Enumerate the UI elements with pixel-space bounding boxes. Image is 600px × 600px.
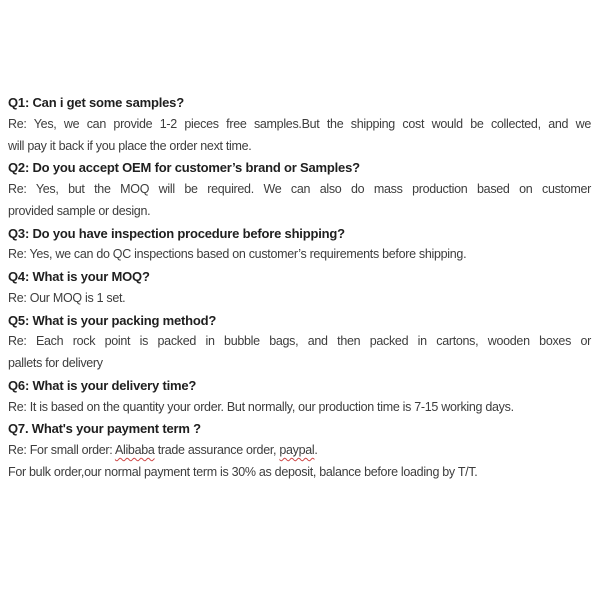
faq-answer-line: Re: It is based on the quantity your order. But normally, our production time is 7-15 working days.: [8, 399, 514, 414]
faq-answer-line: will pay it back if you place the order next time.: [8, 138, 252, 153]
misspelled-word-alibaba: Alibaba: [114, 443, 155, 457]
faq-answer-line: Re: Yes, we can provide 1-2 pieces free samples.But the shipping cost would be collected, and we: [8, 116, 591, 131]
faq-answer-line: Re: Our MOQ is 1 set.: [8, 290, 126, 305]
answer-text-segment: trade assurance order,: [154, 443, 280, 457]
faq-answer-line: Re: Yes, we can do QC inspections based on customer’s requirements before shipping.: [8, 247, 467, 262]
faq-question-q4: Q4: What is your MOQ?: [8, 269, 150, 284]
faq-question-q6: Q6: What is your delivery time?: [8, 377, 197, 393]
faq-question-q2: Q2: Do you accept OEM for customer’s brand or Samples?: [8, 160, 360, 176]
faq-answer-line: pallets for delivery: [8, 356, 103, 370]
answer-text-segment: .: [314, 443, 318, 457]
answer-text-segment: Re: For small order:: [8, 443, 115, 457]
faq-answer-line: [8, 440, 591, 462]
faq-question-q5: Q5: What is your packing method?: [8, 312, 217, 328]
faq-answer-line: For bulk order,our normal payment term is 30% as deposit, balance before loading by T/T.: [8, 464, 478, 479]
misspelled-word-paypal: paypal: [279, 443, 315, 457]
faq-answer-line: Re: Each rock point is packed in bubble bags, and then packed in cartons, wooden boxes or: [8, 334, 591, 349]
faq-question-q3: Q3: Do you have inspection procedure before shipping?: [8, 225, 345, 241]
faq-answer-line: provided sample or design.: [8, 203, 151, 218]
faq-question-q1: Q1: Can i get some samples?: [8, 95, 184, 110]
faq-question-q7: Q7. What's your payment term ?: [8, 421, 201, 437]
faq-answer-line: Re: Yes, but the MOQ will be required. We can also do mass production based on customer: [8, 182, 591, 196]
